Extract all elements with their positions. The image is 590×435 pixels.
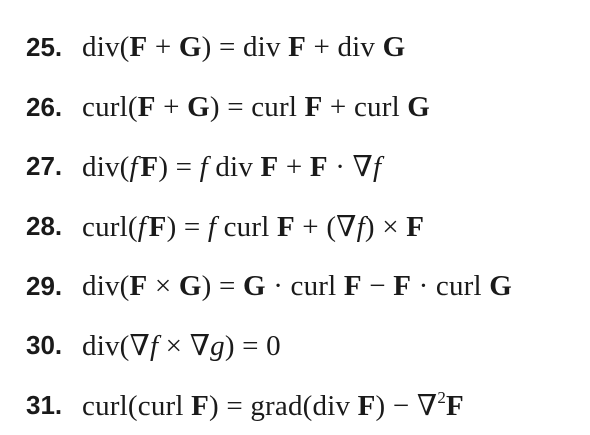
identity-expression: curl(F + G) = curl F + curl G	[82, 90, 431, 123]
identity-number: 29.	[26, 270, 63, 301]
identity-number: 31.	[26, 389, 63, 420]
identity-number: 30.	[26, 330, 63, 361]
identity-row	[26, 137, 586, 197]
identity-row	[26, 256, 586, 316]
identity-number: 26.	[26, 91, 63, 122]
identity-row	[26, 316, 586, 376]
identity-row	[26, 197, 586, 257]
identity-expression: div(f F) = f div F + F · ∇f	[82, 151, 382, 184]
identity-row	[26, 376, 586, 435]
identity-row	[26, 78, 586, 138]
identity-number: 28.	[26, 211, 63, 242]
identity-expression: div(F × G) = G · curl F − F · curl G	[82, 269, 513, 302]
identity-expression: curl(curl F) = grad(div F) − ∇$^2$F	[82, 387, 464, 422]
identity-list	[26, 18, 586, 435]
identity-expression: curl(f F) = f curl F + (∇f) × F	[82, 211, 425, 244]
identity-row	[26, 18, 586, 78]
identity-expression: div(∇f × ∇g) = 0	[82, 330, 281, 363]
identity-number: 25.	[26, 32, 63, 63]
identity-number: 27.	[26, 151, 63, 182]
identity-expression: div(F + G) = div F + div G	[82, 31, 406, 64]
